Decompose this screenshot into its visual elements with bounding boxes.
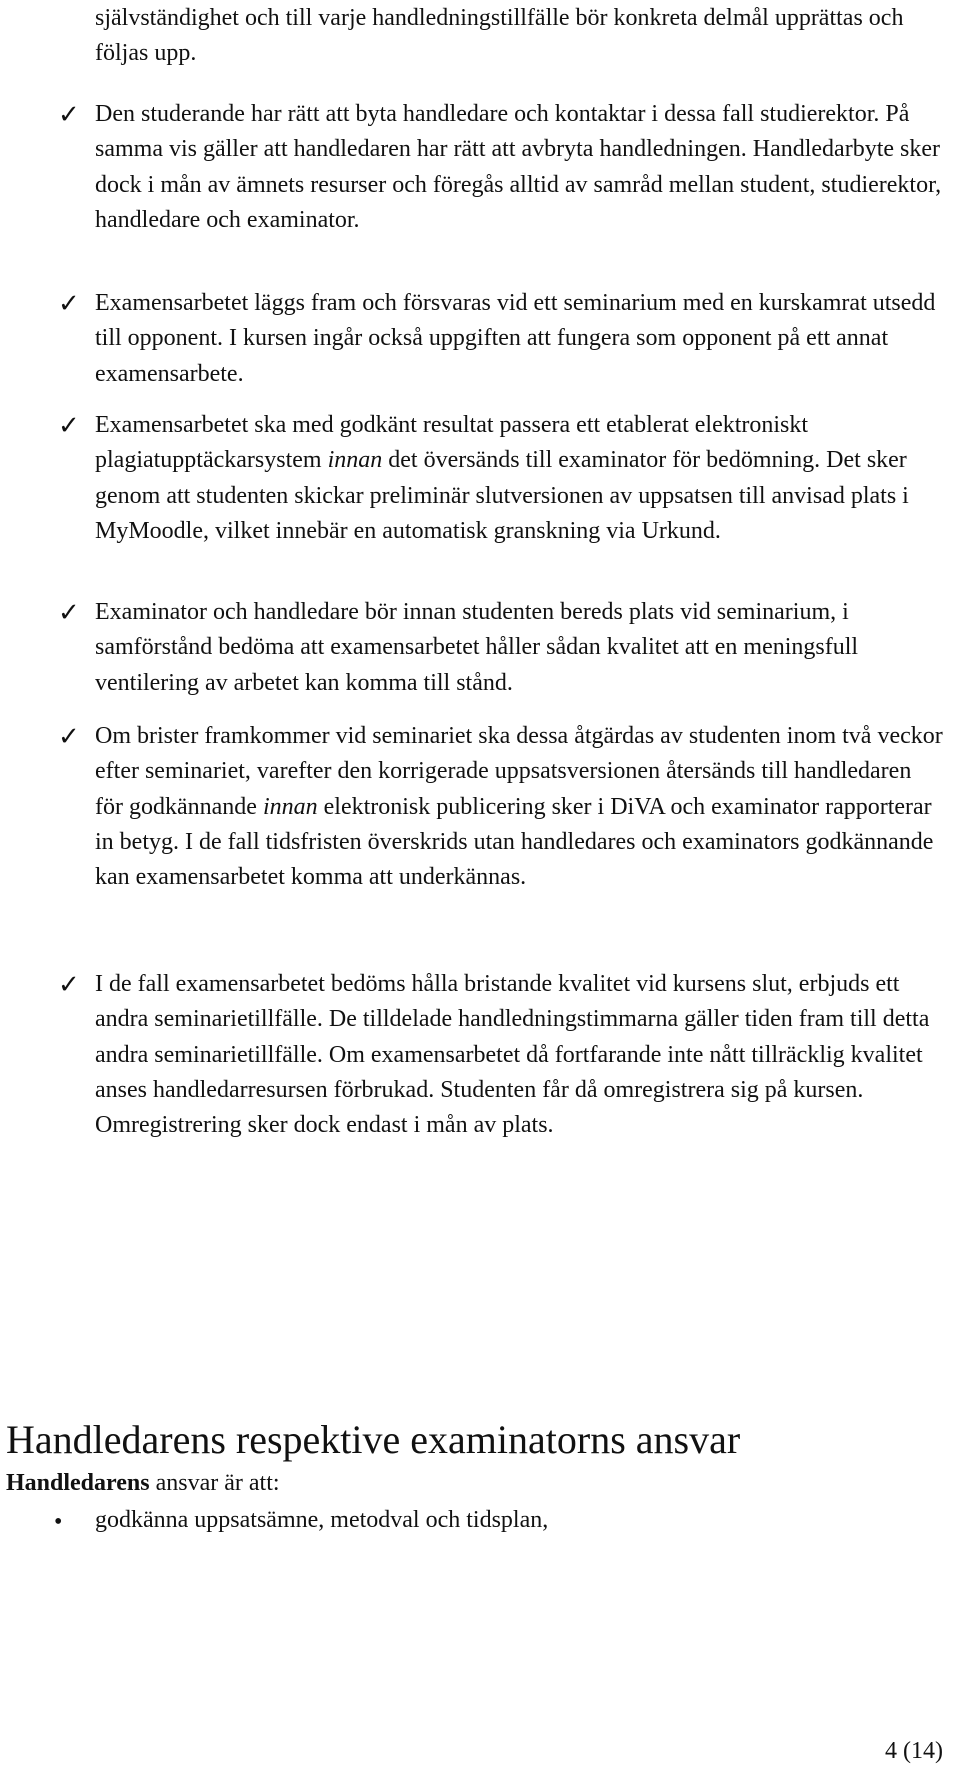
- section-heading: Handledarens respektive examinatorns ansvar: [6, 1417, 741, 1462]
- emphasis-innan: innan: [262, 793, 318, 820]
- item-plagiarism-check: Examensarbetet ska med godkänt resultat passera ett etablerat elektroniskt plagiatupptäckarsystem innan det översänds till examinator för bedömning. Det sker genom att studenten skickar preliminär slutversionen av uppsatsen till anvisad plats i MyMoodle, vilket innebär en automatisk granskning via Urkund.: [95, 412, 909, 544]
- emphasis-innan: innan: [327, 447, 383, 474]
- checkmark-icon: ✓: [58, 289, 80, 318]
- item-quality-assessment: Examinator och handledare bör innan studenten bereds plats vid seminarium, i samförstånd bedöma att examensarbetet håller sådan kvalitet att en meningsfull ventilering av arbetet kan komma till stånd.: [95, 599, 859, 696]
- item-second-seminar: I de fall examensarbetet bedöms hålla bristande kvalitet vid kursens slut, erbjuds ett andra seminarietillfälle. De tilldelade handledningstimmarna gäller tiden fram till detta andra seminarietillfälle. Om examensarbetet då fortfarande inte nått tillräcklig kvalitet anses handledarresursen förbrukad. Studenten får då omregistrera sig på kursen. Omregistrering sker dock endast i mån av plats.: [95, 971, 930, 1139]
- bullet-item: godkänna uppsatsämne, metodval och tidsplan,: [95, 1507, 549, 1533]
- page-number: 4 (14): [885, 1738, 943, 1764]
- checkmark-icon: ✓: [58, 970, 80, 999]
- checkmark-icon: ✓: [58, 722, 80, 751]
- checkmark-icon: ✓: [58, 100, 80, 129]
- checkmark-icon: ✓: [58, 411, 80, 440]
- supervisor-intro: Handledarens ansvar är att:: [6, 1470, 280, 1496]
- bullet-icon: •: [54, 1509, 63, 1535]
- item-deficiencies: Om brister framkommer vid seminariet ska dessa åtgärdas av studenten inom två veckor efter seminariet, varefter den korrigerade uppsatsversionen återsänds till handledaren för godkännande innan elektronisk publicering sker i DiVA och examinator rapporterar in betyg. I de fall tidsfristen överskrids utan handledares och examinators godkännande kan examensarbetet komma att underkännas.: [95, 723, 943, 891]
- item-seminar-defense: Examensarbetet läggs fram och försvaras vid ett seminarium med en kurskamrat utsedd till opponent. I kursen ingår också uppgiften att fungera som opponent på ett annat examensarbete.: [95, 290, 936, 387]
- intro-bold: Handledarens: [6, 1470, 150, 1496]
- item-change-supervisor: Den studerande har rätt att byta handledare och kontaktar i dessa fall studierektor. På samma vis gäller att handledaren har rätt att avbryta handledningen. Handledarbyte sker dock i mån av ämnets resurser och föregås alltid av samråd mellan student, studierektor, handledare och examinator.: [95, 101, 942, 233]
- checkmark-icon: ✓: [58, 598, 80, 627]
- continuation-paragraph: självständighet och till varje handledningstillfälle bör konkreta delmål upprättas och följas upp.: [95, 5, 904, 67]
